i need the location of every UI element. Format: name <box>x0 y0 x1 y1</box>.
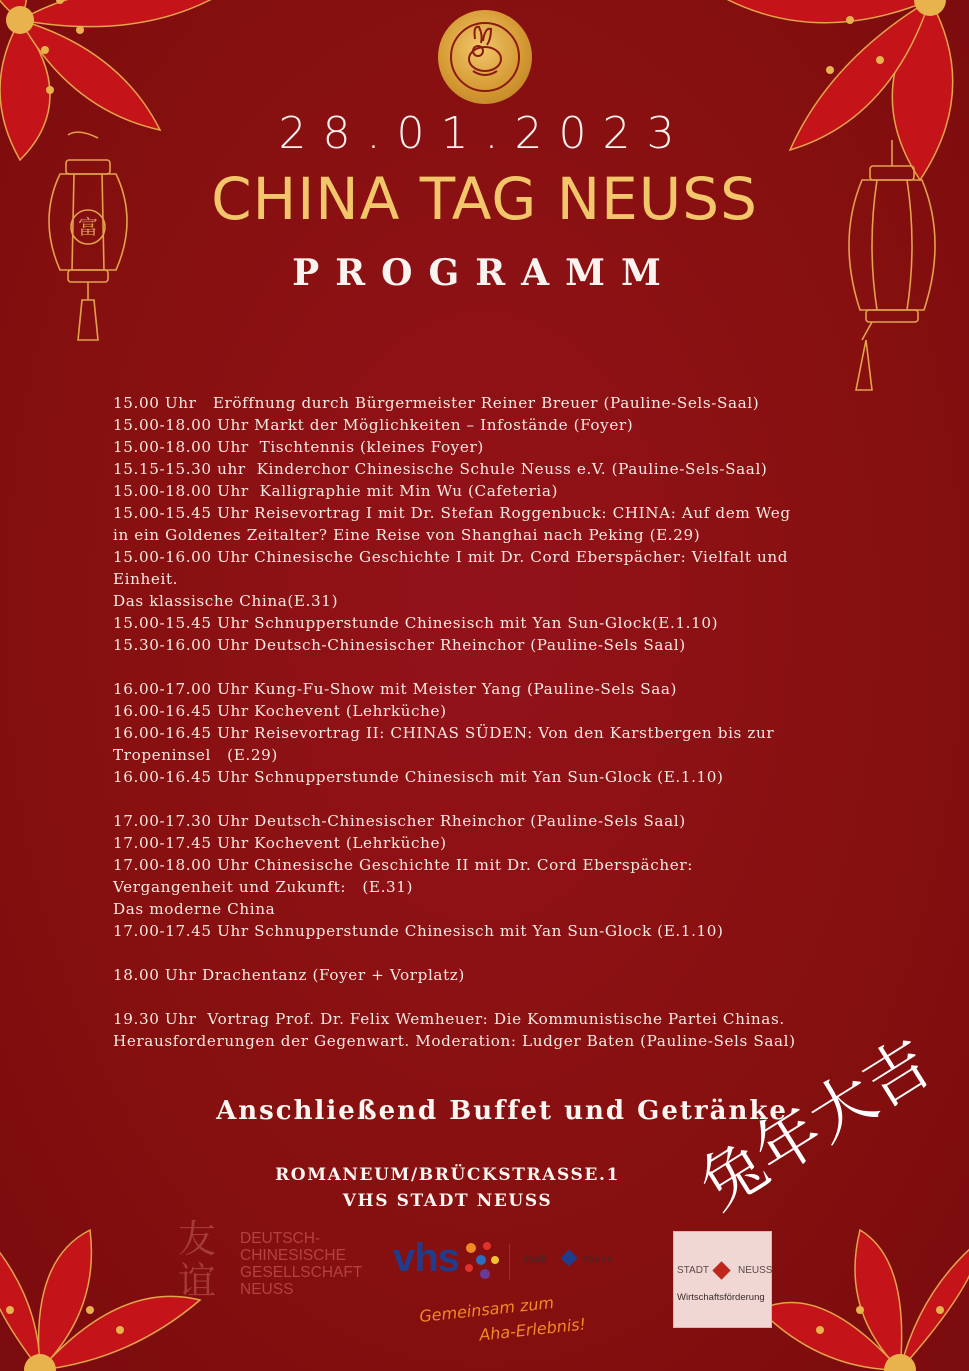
neuss-logo-stadt: STADT <box>677 1265 710 1276</box>
vhs-separator <box>509 1244 510 1280</box>
lantern-char: 富 <box>78 215 98 239</box>
vhs-slogan-1: Gemeinsam zum <box>418 1292 555 1327</box>
neuss-logo <box>673 1231 772 1328</box>
program-line: 16.00-16.45 Uhr Kochevent (Lehrküche) <box>113 702 447 720</box>
vhs-diamond-icon <box>561 1250 578 1267</box>
program-line: 17.00-18.00 Uhr Chinesische Geschichte II mit Dr. Cord Eberspächer: <box>113 856 693 874</box>
program-line: Das klassische China(E.31) <box>113 592 339 610</box>
program-line: 17.00-17.30 Uhr Deutsch-Chinesischer Rheinchor (Pauline-Sels Saal) <box>113 812 686 830</box>
program-heading: PROGRAMM <box>292 252 677 294</box>
program-line: 15.30-16.00 Uhr Deutsch-Chinesischer Rheinchor (Pauline-Sels Saal) <box>113 636 686 654</box>
program-list <box>113 392 883 1052</box>
vhs-logo <box>393 1236 623 1345</box>
dcg-text: DEUTSCH- CHINESISCHE GESELLSCHAFT NEUSS <box>240 1230 363 1298</box>
dcg-seal: 友 谊 <box>178 1217 217 1303</box>
event-title: CHINA TAG NEUSS <box>211 165 758 233</box>
closing-note: Anschließend Buffet und Getränke <box>216 1096 788 1126</box>
program-line: 15.00-18.00 Uhr Markt der Möglichkeiten – Infostände (Foyer) <box>113 416 634 434</box>
program-line: in ein Goldenes Zeitalter? Eine Reise von Shanghai nach Peking (E.29) <box>113 526 701 544</box>
rabbit-emblem-icon <box>438 10 532 104</box>
neuss-logo-wf: Wirtschaftsförderung <box>677 1292 765 1303</box>
program-line: 17.00-17.45 Uhr Kochevent (Lehrküche) <box>113 834 447 852</box>
program-line: 16.00-16.45 Uhr Schnupperstunde Chinesisch mit Yan Sun-Glock (E.1.10) <box>113 768 724 786</box>
address-line-1: ROMANEUM/BRÜCKSTRASSE.1 <box>275 1165 620 1185</box>
program-line: 15.00-15.45 Uhr Reisevortrag I mit Dr. Stefan Roggenbuck: CHINA: Auf dem Weg <box>113 504 791 522</box>
lantern-left <box>38 130 138 345</box>
program-line: 15.00 Uhr Eröffnung durch Bürgermeister Reiner Breuer (Pauline-Sels-Saal) <box>113 394 760 412</box>
program-line: Das moderne China <box>113 900 276 918</box>
program-spacer <box>113 656 883 678</box>
vhs-place-2: neuss <box>583 1254 613 1265</box>
program-line: Herausforderungen der Gegenwart. Moderation: Ludger Baten (Pauline-Sels Saal) <box>113 1032 796 1050</box>
program-line: 15.00-16.00 Uhr Chinesische Geschichte I mit Dr. Cord Eberspächer: Vielfalt und <box>113 548 789 566</box>
program-spacer <box>113 788 883 810</box>
program-line: Einheit. <box>113 570 179 588</box>
program-spacer <box>113 942 883 964</box>
program-line: 18.00 Uhr Drachentanz (Foyer + Vorplatz) <box>113 966 465 984</box>
program-line: 19.30 Uhr Vortrag Prof. Dr. Felix Wemheuer: Die Kommunistische Partei Chinas. <box>113 1010 785 1028</box>
vhs-dots-icon <box>459 1238 503 1282</box>
dcg-logo <box>178 1218 388 1308</box>
program-line: 15.00-18.00 Uhr Tischtennis (kleines Foyer) <box>113 438 484 456</box>
program-line: 15.15-15.30 uhr Kinderchor Chinesische Schule Neuss e.V. (Pauline-Sels-Saal) <box>113 460 768 478</box>
program-line: 17.00-17.45 Uhr Schnupperstunde Chinesisch mit Yan Sun-Glock (E.1.10) <box>113 922 724 940</box>
event-date: 28.01.2023 <box>278 108 691 159</box>
program-line: 15.00-18.00 Uhr Kalligraphie mit Min Wu (Cafeteria) <box>113 482 559 500</box>
new-year-greeting: 兔年大吉 <box>687 1026 944 1225</box>
address-line-2: VHS STADT NEUSS <box>342 1191 553 1211</box>
program-line: 15.00-15.45 Uhr Schnupperstunde Chinesisch mit Yan Sun-Glock(E.1.10) <box>113 614 719 632</box>
program-line: Tropeninsel (E.29) <box>113 746 278 764</box>
neuss-diamond-icon <box>712 1261 730 1279</box>
program-line: 16.00-17.00 Uhr Kung-Fu-Show mit Meister Yang (Pauline-Sels Saa) <box>113 680 678 698</box>
program-spacer <box>113 986 883 1008</box>
vhs-word: vhs <box>393 1236 459 1280</box>
vhs-slogan-2: Aha-Erlebnis! <box>478 1314 587 1345</box>
program-line: 16.00-16.45 Uhr Reisevortrag II: CHINAS SÜDEN: Von den Karstbergen bis zur <box>113 724 775 742</box>
program-line: Vergangenheit und Zukunft: (E.31) <box>113 878 414 896</box>
neuss-logo-neuss: NEUSS <box>738 1265 773 1276</box>
vhs-place-1: stadt <box>523 1254 548 1265</box>
